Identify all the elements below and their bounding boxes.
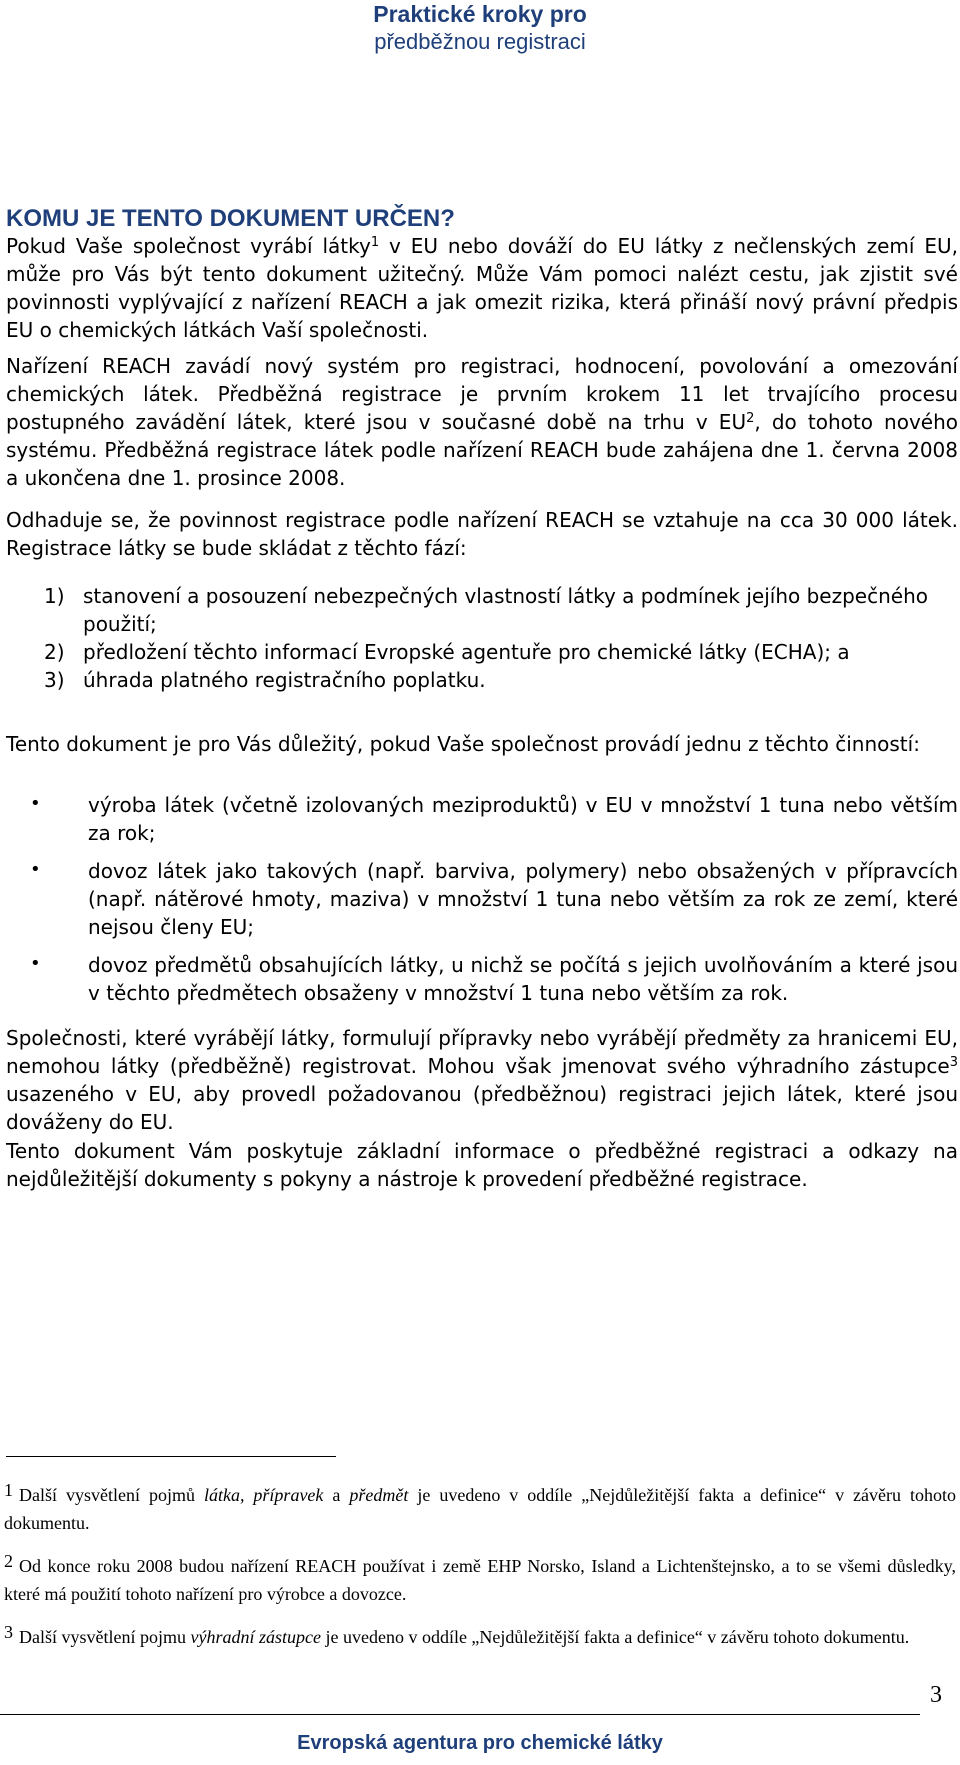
footnote-3 <box>4 1618 956 1651</box>
footnote-text: Další vysvětlení pojmů <box>19 1485 204 1505</box>
footnote-number: 1 <box>4 1480 13 1500</box>
paragraph-non-eu-text-2: usazeného v EU, aby provedl požadovanou (předběžnou) registraci jejich látek, které jsou dováženy do EU. <box>6 1082 958 1134</box>
page-footer: Evropská agentura pro chemické látky <box>297 1732 663 1754</box>
paragraph-estimate: Odhaduje se, že povinnost registrace podle nařízení REACH se vztahuje na cca 30 000 látek. Registrace látky se bude skládat z těchto fází: <box>6 508 958 560</box>
footnote-number: 3 <box>4 1622 13 1642</box>
paragraph-intro <box>6 232 958 344</box>
footnote-text: je uvedeno v oddíle „Nejdůležitější fakta a definice“ v závěru tohoto dokumentu. <box>4 1485 957 1533</box>
bullet-icon: • <box>30 953 41 974</box>
footnote-ref-2: 2 <box>746 411 755 426</box>
page-number: 3 <box>930 1682 942 1708</box>
bullet-icon: • <box>30 859 41 880</box>
paragraph-non-eu <box>6 1024 958 1136</box>
section-title: KOMU JE TENTO DOKUMENT URČEN? <box>6 205 455 232</box>
paragraph-reach-text-2: , do tohoto nového systému. Předběžná registrace látek podle nařízení REACH bude zahájena dne 1. června 2008 a ukončena dne 1. prosince 2008. <box>6 410 958 490</box>
list-item-text: výroba látek (včetně izolovaných meziproduktů) v EU v množství 1 tuna nebo větším za rok; <box>88 793 958 845</box>
footnote-2 <box>4 1547 956 1608</box>
header-subtitle: předběžnou registraci <box>374 29 586 54</box>
list-item <box>30 791 958 847</box>
activities-list <box>30 791 958 1007</box>
list-item <box>44 638 958 666</box>
list-item <box>30 857 958 941</box>
list-item <box>30 951 958 1007</box>
footnote-text: a <box>323 1485 350 1505</box>
paragraph-intro-text-2: v EU nebo dováží do EU látky z nečlenských zemí EU, může pro Vás být tento dokument užitečný. Může Vám pomoci nalézt cestu, jak zjistit své povinnosti vyplývající z nařízení REACH a jak omezit rizika, která přináší nový právní předpis EU o chemických látkách Vaší společnosti. <box>6 234 959 342</box>
list-item-number: 2) <box>44 640 65 664</box>
paragraph-summary: Tento dokument Vám poskytuje základní informace o předběžné registraci a odkazy na nejdůležitější dokumenty s pokyny a nástroje k provedení předběžné registrace. <box>6 1139 958 1191</box>
paragraph-reach-text: Nařízení REACH zavádí nový systém pro registraci, hodnocení, povolování a omezování chemických látek. Předběžná registrace je prvním krokem 11 let trvajícího procesu postupného zavádění látek, které jsou v současné době na trhu v EU <box>6 354 958 434</box>
list-item-text: stanovení a posouzení nebezpečných vlastností látky a podmínek jejího bezpečného použití; <box>83 584 928 636</box>
footnote-term: látka, přípravek <box>203 1485 324 1505</box>
header-title: Praktické kroky pro <box>373 1 587 27</box>
footnote-divider <box>6 1456 336 1457</box>
list-item-text: dovoz předmětů obsahujících látky, u nichž se počítá s jejich uvolňováním a které jsou v těchto předmětech obsaženy v množství 1 tuna nebo větším za rok. <box>88 953 958 1005</box>
footnote-ref-3: 3 <box>949 1055 958 1070</box>
footnote-number: 2 <box>4 1551 13 1571</box>
footnote-ref-1: 1 <box>370 235 380 250</box>
paragraph-intro-text: Pokud Vaše společnost vyrábí látky <box>6 234 371 258</box>
list-item-text: úhrada platného registračního poplatku. <box>83 668 486 692</box>
footnote-text: Od konce roku 2008 budou nařízení REACH používat i země EHP Norsko, Island a Lichtenštejnsko, a to se všemi důsledky, které má použití tohoto nařízení pro výrobce a dovozce. <box>4 1556 956 1604</box>
list-item-text: dovoz látek jako takových (např. barviva, polymery) nebo obsažených v přípravcích (např. nátěrové hmoty, maziva) v množství 1 tuna nebo větším za rok ze zemí, které nejsou členy EU; <box>88 859 958 939</box>
registration-steps-list <box>44 582 958 694</box>
footnote-1 <box>4 1476 956 1537</box>
footnote-term: předmět <box>349 1485 409 1505</box>
list-item-number: 1) <box>44 584 65 608</box>
paragraph-non-eu-text: Společnosti, které vyrábějí látky, formulují přípravky nebo vyrábějí předměty za hranicemi EU, nemohou látky (předběžně) registrovat. Mohou však jmenovat svého výhradního zástupce <box>6 1026 958 1078</box>
list-item-text: předložení těchto informací Evropské agentuře pro chemické látky (ECHA); a <box>83 640 850 664</box>
paragraph-relevance: Tento dokument je pro Vás důležitý, pokud Vaše společnost provádí jednu z těchto činností: <box>6 732 920 756</box>
paragraph-reach <box>6 352 958 492</box>
footnote-text: je uvedeno v oddíle „Nejdůležitější fakta a definice“ v závěru tohoto dokumentu. <box>320 1627 910 1647</box>
footnote-text: Další vysvětlení pojmu <box>19 1627 191 1647</box>
page-header <box>0 0 960 56</box>
footnote-term: výhradní zástupce <box>190 1627 321 1647</box>
list-item <box>44 582 958 638</box>
list-item <box>44 666 958 694</box>
list-item-number: 3) <box>44 668 65 692</box>
footer-divider <box>0 1714 920 1715</box>
bullet-icon: • <box>30 793 41 814</box>
